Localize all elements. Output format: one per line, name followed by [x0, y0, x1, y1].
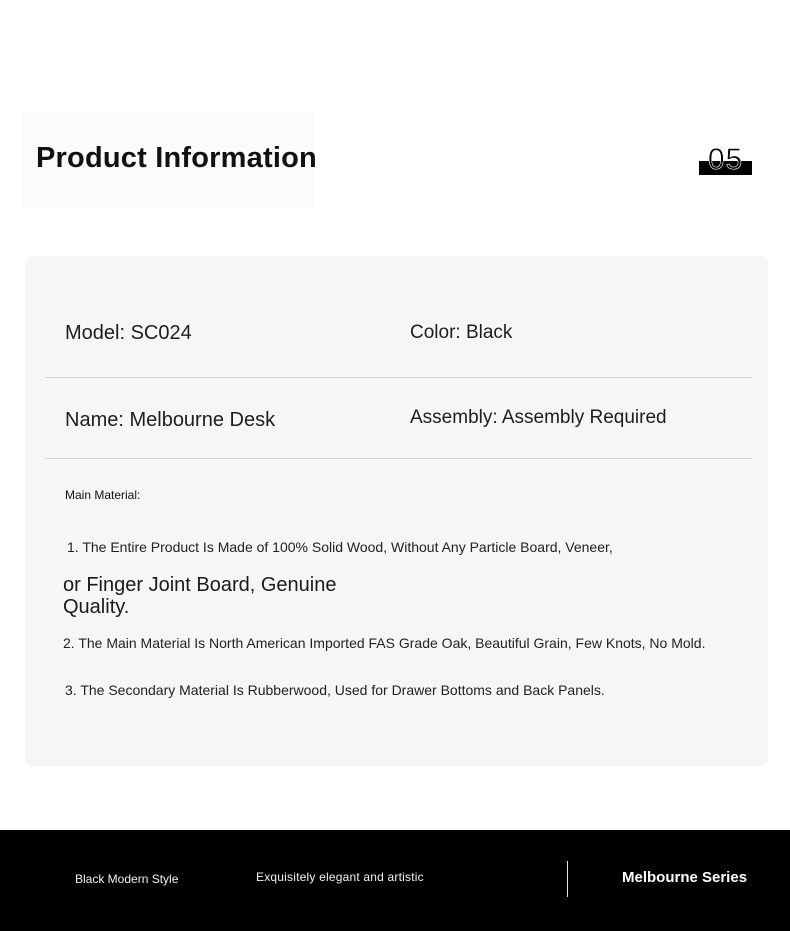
material-item-3: 3. The Secondary Material Is Rubberwood, Used for Drawer Bottoms and Back Panels. [65, 682, 605, 698]
name-spec: Name: Melbourne Desk [65, 409, 276, 431]
main-material-label: Main Material: [65, 488, 141, 502]
spec-divider [45, 377, 752, 378]
footer-series-name: Melbourne Series [622, 869, 748, 886]
page-title: Product Information [36, 142, 317, 174]
footer-separator [567, 861, 568, 897]
model-spec: Model: SC024 [65, 322, 192, 344]
material-item-1: 1. The Entire Product Is Made of 100% Solid Wood, Without Any Particle Board, Veneer, [67, 539, 613, 555]
material-item-1-continued: or Finger Joint Board, Genuine Quality. [63, 574, 337, 618]
page-number-badge [699, 145, 752, 175]
page-number: 05 [707, 143, 744, 176]
footer-style-text: Black Modern Style [75, 872, 179, 886]
material-item-2: 2. The Main Material Is North American Imported FAS Grade Oak, Beautiful Grain, Few Knots, No Mold. [63, 635, 706, 651]
spec-divider [45, 458, 752, 459]
footer-tagline: Exquisitely elegant and artistic [256, 870, 424, 884]
color-spec: Color: Black [410, 322, 513, 343]
footer-bar [0, 830, 790, 931]
assembly-spec: Assembly: Assembly Required [410, 407, 667, 428]
